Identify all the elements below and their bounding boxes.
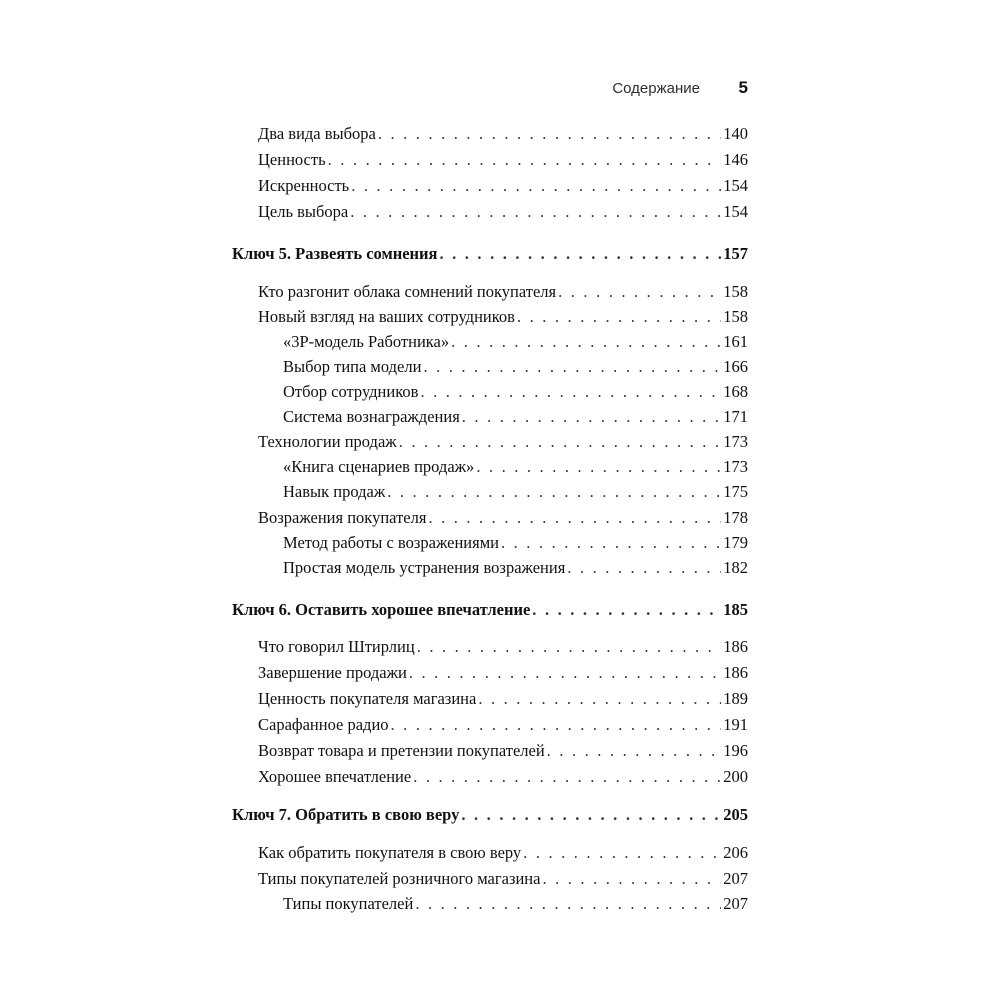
toc-entry-page: 175 — [723, 482, 748, 501]
toc-entry-page: 158 — [723, 282, 748, 301]
dot-leader — [423, 357, 721, 377]
dot-leader — [351, 176, 721, 196]
toc-entry-title: Ценность покупателя магазина — [258, 689, 477, 708]
toc-entry-page: 154 — [723, 202, 748, 221]
toc-entry — [258, 150, 748, 172]
toc-entry-page: 154 — [723, 176, 748, 195]
page-number: 5 — [738, 78, 748, 97]
toc-entry — [283, 533, 748, 555]
toc-entry-title: Новый взгляд на ваших сотрудников — [258, 307, 515, 326]
dot-leader — [523, 843, 721, 863]
dot-leader — [567, 558, 721, 578]
toc-entry-title: Ценность — [258, 150, 326, 169]
toc-entry-title: Ключ 6. Оставить хорошее впечатление — [232, 600, 531, 619]
toc-entry-title: Хорошее впечатление — [258, 767, 412, 786]
toc-entry-title: Завершение продажи — [258, 663, 407, 682]
toc-entry-title: Отбор сотрудников — [283, 382, 419, 401]
toc-entry-title: Выбор типа модели — [283, 357, 422, 376]
toc-entry-title: Кто разгонит облака сомнений покупателя — [258, 282, 557, 301]
dot-leader — [558, 282, 721, 302]
toc-entry-page: 207 — [723, 869, 748, 888]
toc-entry-page: 173 — [723, 457, 748, 476]
toc-entry-title: Ключ 7. Обратить в свою веру — [232, 805, 460, 824]
dot-leader — [476, 457, 721, 477]
dot-leader — [542, 869, 721, 889]
dot-leader — [417, 637, 722, 657]
dot-leader — [328, 150, 722, 170]
toc-entry-page: 140 — [723, 124, 748, 143]
toc-entry-page: 189 — [723, 689, 748, 708]
dot-leader — [399, 432, 722, 452]
toc-entry — [258, 202, 748, 224]
dot-leader — [517, 307, 721, 327]
toc-entry-page: 173 — [723, 432, 748, 451]
toc-entry — [258, 689, 748, 711]
toc-entry-title: Что говорил Штирлиц — [258, 637, 415, 656]
toc-entry-page: 182 — [723, 558, 748, 577]
toc-entry — [258, 741, 748, 763]
toc-entry-page: 178 — [723, 508, 748, 527]
toc-entry-page: 207 — [723, 894, 748, 913]
toc-entry — [258, 124, 748, 146]
dot-leader — [501, 533, 721, 553]
toc-entry-title: Навык продаж — [283, 482, 386, 501]
toc-entry — [283, 332, 748, 354]
dot-leader — [409, 663, 721, 683]
toc-entry-page: 157 — [723, 244, 748, 263]
dot-leader — [462, 407, 721, 427]
toc-entry-page: 205 — [723, 805, 748, 824]
toc-entry-title: Система вознаграждения — [283, 407, 460, 426]
toc-entry-title: Простая модель устранения возражения — [283, 558, 566, 577]
toc-entry-title: Ключ 5. Развеять сомнения — [232, 244, 438, 263]
toc-entry-page: 196 — [723, 741, 748, 760]
dot-leader — [420, 382, 721, 402]
dot-leader — [387, 482, 721, 502]
toc-entry — [283, 457, 748, 479]
toc-entry — [258, 663, 748, 685]
dot-leader — [451, 332, 721, 352]
toc-entry-page: 206 — [723, 843, 748, 862]
toc-entry-page: 179 — [723, 533, 748, 552]
toc-entry-title: Возврат товара и претензии покупателей — [258, 741, 545, 760]
toc-entry-title: «3Р-модель Работника» — [283, 332, 450, 351]
toc-entry — [258, 176, 748, 198]
toc-entry-page: 146 — [723, 150, 748, 169]
dot-leader — [532, 600, 721, 620]
toc-entry — [283, 407, 748, 429]
dot-leader — [413, 767, 721, 787]
toc-chapter-entry — [232, 805, 748, 827]
dot-leader — [350, 202, 721, 222]
dot-leader — [378, 124, 721, 144]
toc-entry-page: 168 — [723, 382, 748, 401]
toc-entry — [258, 637, 748, 659]
toc-entry — [258, 508, 748, 530]
toc-entry-title: Типы покупателей розничного магазина — [258, 869, 541, 888]
dot-leader — [547, 741, 722, 761]
toc-entry — [283, 357, 748, 379]
toc-entry-page: 158 — [723, 307, 748, 326]
toc-entry — [258, 767, 748, 789]
toc-entry — [283, 894, 748, 916]
toc-entry-page: 200 — [723, 767, 748, 786]
toc-entry-title: Цель выбора — [258, 202, 349, 221]
toc-entry-title: Типы покупателей — [283, 894, 414, 913]
dot-leader — [478, 689, 721, 709]
toc-entry — [258, 282, 748, 304]
toc-entry — [258, 869, 748, 891]
toc-entry-title: Как обратить покупателя в свою веру — [258, 843, 522, 862]
dot-leader — [461, 805, 721, 825]
toc-entry — [283, 558, 748, 580]
toc-entry — [283, 382, 748, 404]
toc-entry — [283, 482, 748, 504]
dot-leader — [439, 244, 721, 264]
toc-entry-title: Возражения покупателя — [258, 508, 427, 527]
toc-chapter-entry — [232, 244, 748, 266]
toc-entry-page: 191 — [723, 715, 748, 734]
toc-entry — [258, 432, 748, 454]
toc-entry-page: 161 — [723, 332, 748, 351]
toc-entry-page: 186 — [723, 637, 748, 656]
toc-entry-page: 186 — [723, 663, 748, 682]
toc-entry — [258, 307, 748, 329]
toc-entry-title: Искренность — [258, 176, 350, 195]
dot-leader — [428, 508, 721, 528]
dot-leader — [391, 715, 722, 735]
toc-entry-page: 185 — [723, 600, 748, 619]
running-header-title: Содержание — [612, 80, 700, 97]
toc-entry-title: Метод работы с возражениями — [283, 533, 499, 552]
toc-chapter-entry — [232, 600, 748, 622]
toc-entry-title: «Книга сценариев продаж» — [283, 457, 475, 476]
toc-entry-title: Технологии продаж — [258, 432, 397, 451]
toc-entry-title: Два вида выбора — [258, 124, 376, 143]
toc-entry-title: Сарафанное радио — [258, 715, 389, 734]
toc-entry-page: 166 — [723, 357, 748, 376]
toc-entry — [258, 715, 748, 737]
toc-entry-page: 171 — [723, 407, 748, 426]
toc-entry — [258, 843, 748, 865]
dot-leader — [415, 894, 721, 914]
